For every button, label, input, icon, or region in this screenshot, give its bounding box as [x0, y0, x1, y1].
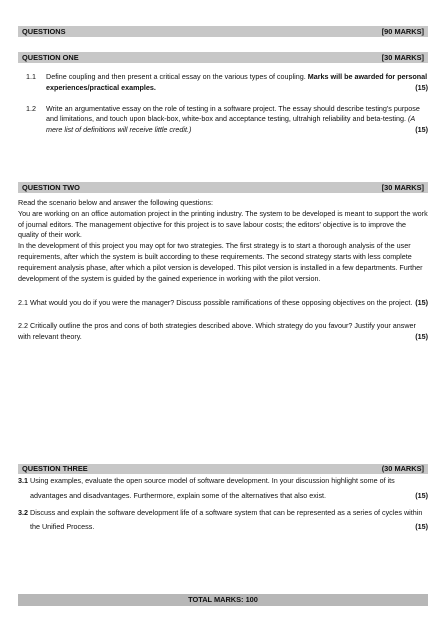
item-bold-text: Marks will be awarded for personal experiences/practical examples. — [46, 72, 428, 92]
questions-title: QUESTIONS — [22, 27, 66, 36]
item-number: 1.1 — [26, 72, 36, 81]
total-marks-footer — [18, 594, 428, 606]
question-three-header — [18, 464, 428, 474]
question-three-title: QUESTION THREE — [22, 464, 88, 473]
question-item — [26, 104, 428, 136]
question-item — [18, 506, 428, 536]
question-two-marks: [30 MARKS] — [381, 183, 424, 192]
item-text: Critically outline the pros and cons of both strategies described above. Which strategy do you favour? Justify your answer with relevant theory. — [18, 321, 416, 341]
item-number: 2.1 — [18, 298, 28, 308]
questions-header — [18, 26, 428, 37]
item-text: What would you do if you were the manager? Discuss possible ramifications of these opposing objectives on the project. — [30, 298, 413, 308]
item-text: Define coupling and then present a critical essay on the various types of coupling. — [46, 72, 306, 81]
question-three-marks: (30 MARKS] — [381, 464, 424, 473]
question-two-header — [18, 182, 428, 193]
item-text: Write an argumentative essay on the role of testing in a software project. The essay should describe testing's purpose and limitations, and touch upon black-box, white-box and acceptance testing, ultrahigh reliability and beta-testing. — [46, 103, 420, 124]
question-three-body — [18, 474, 428, 537]
question-one-body — [18, 72, 428, 142]
item-marks: (15) — [415, 490, 428, 500]
item-marks: (15) — [415, 82, 428, 92]
item-text: Discuss and explain the software development life of a software system that can be represented as a series of cycles within the Unified Process. — [30, 507, 423, 532]
question-item — [18, 298, 428, 309]
total-marks-text: TOTAL MARKS: 100 — [188, 595, 258, 604]
question-one-header — [18, 52, 428, 63]
question-two-title: QUESTION TWO — [22, 183, 80, 192]
scenario-intro: Read the scenario below and answer the following questions: — [18, 198, 213, 207]
question-item — [18, 321, 428, 343]
item-text: Using examples, evaluate the open source model of software development. In your discussion highlight some of its advantages and disadvantages. Furthermore, explain some of the alternatives that also exist. — [30, 476, 395, 500]
question-two-body — [18, 198, 428, 343]
item-number: 3.1 — [18, 476, 28, 485]
item-number: 1.2 — [26, 103, 36, 113]
item-number: 2.2 — [18, 321, 28, 331]
questions-total-marks: [90 MARKS] — [381, 27, 424, 36]
scenario-paragraph-1: You are working on an office automation project in the printing industry. The system to be developed is meant to support the work of journal editors. The management objective for this project is to save labour costs; the editors' objective is to improve the quality of their work. — [18, 208, 428, 240]
item-number: 3.2 — [18, 507, 28, 517]
question-item — [26, 72, 428, 94]
item-marks: (15) — [415, 125, 428, 135]
item-marks: (15) — [415, 298, 428, 308]
scenario-paragraph-2: In the development of this project you may opt for two strategies. The first strategy is to start a thorough analysis of the user requirements, after which the system is built according to these requirements. The second strategy starts with less complete requirement analysis phase, after which a pilot version is developed. This pilot version is installed in a few departments. Further development of the system is guided by the gained experience in working with the pilot version. — [18, 241, 423, 283]
item-marks: (15) — [415, 331, 428, 341]
question-one-marks: [30 MARKS] — [381, 53, 424, 62]
question-one-title: QUESTION ONE — [22, 53, 79, 62]
question-item — [18, 474, 428, 504]
item-marks: (15) — [415, 522, 428, 532]
item-italic-note: (A mere list of definitions will receive little credit.) — [46, 114, 415, 135]
